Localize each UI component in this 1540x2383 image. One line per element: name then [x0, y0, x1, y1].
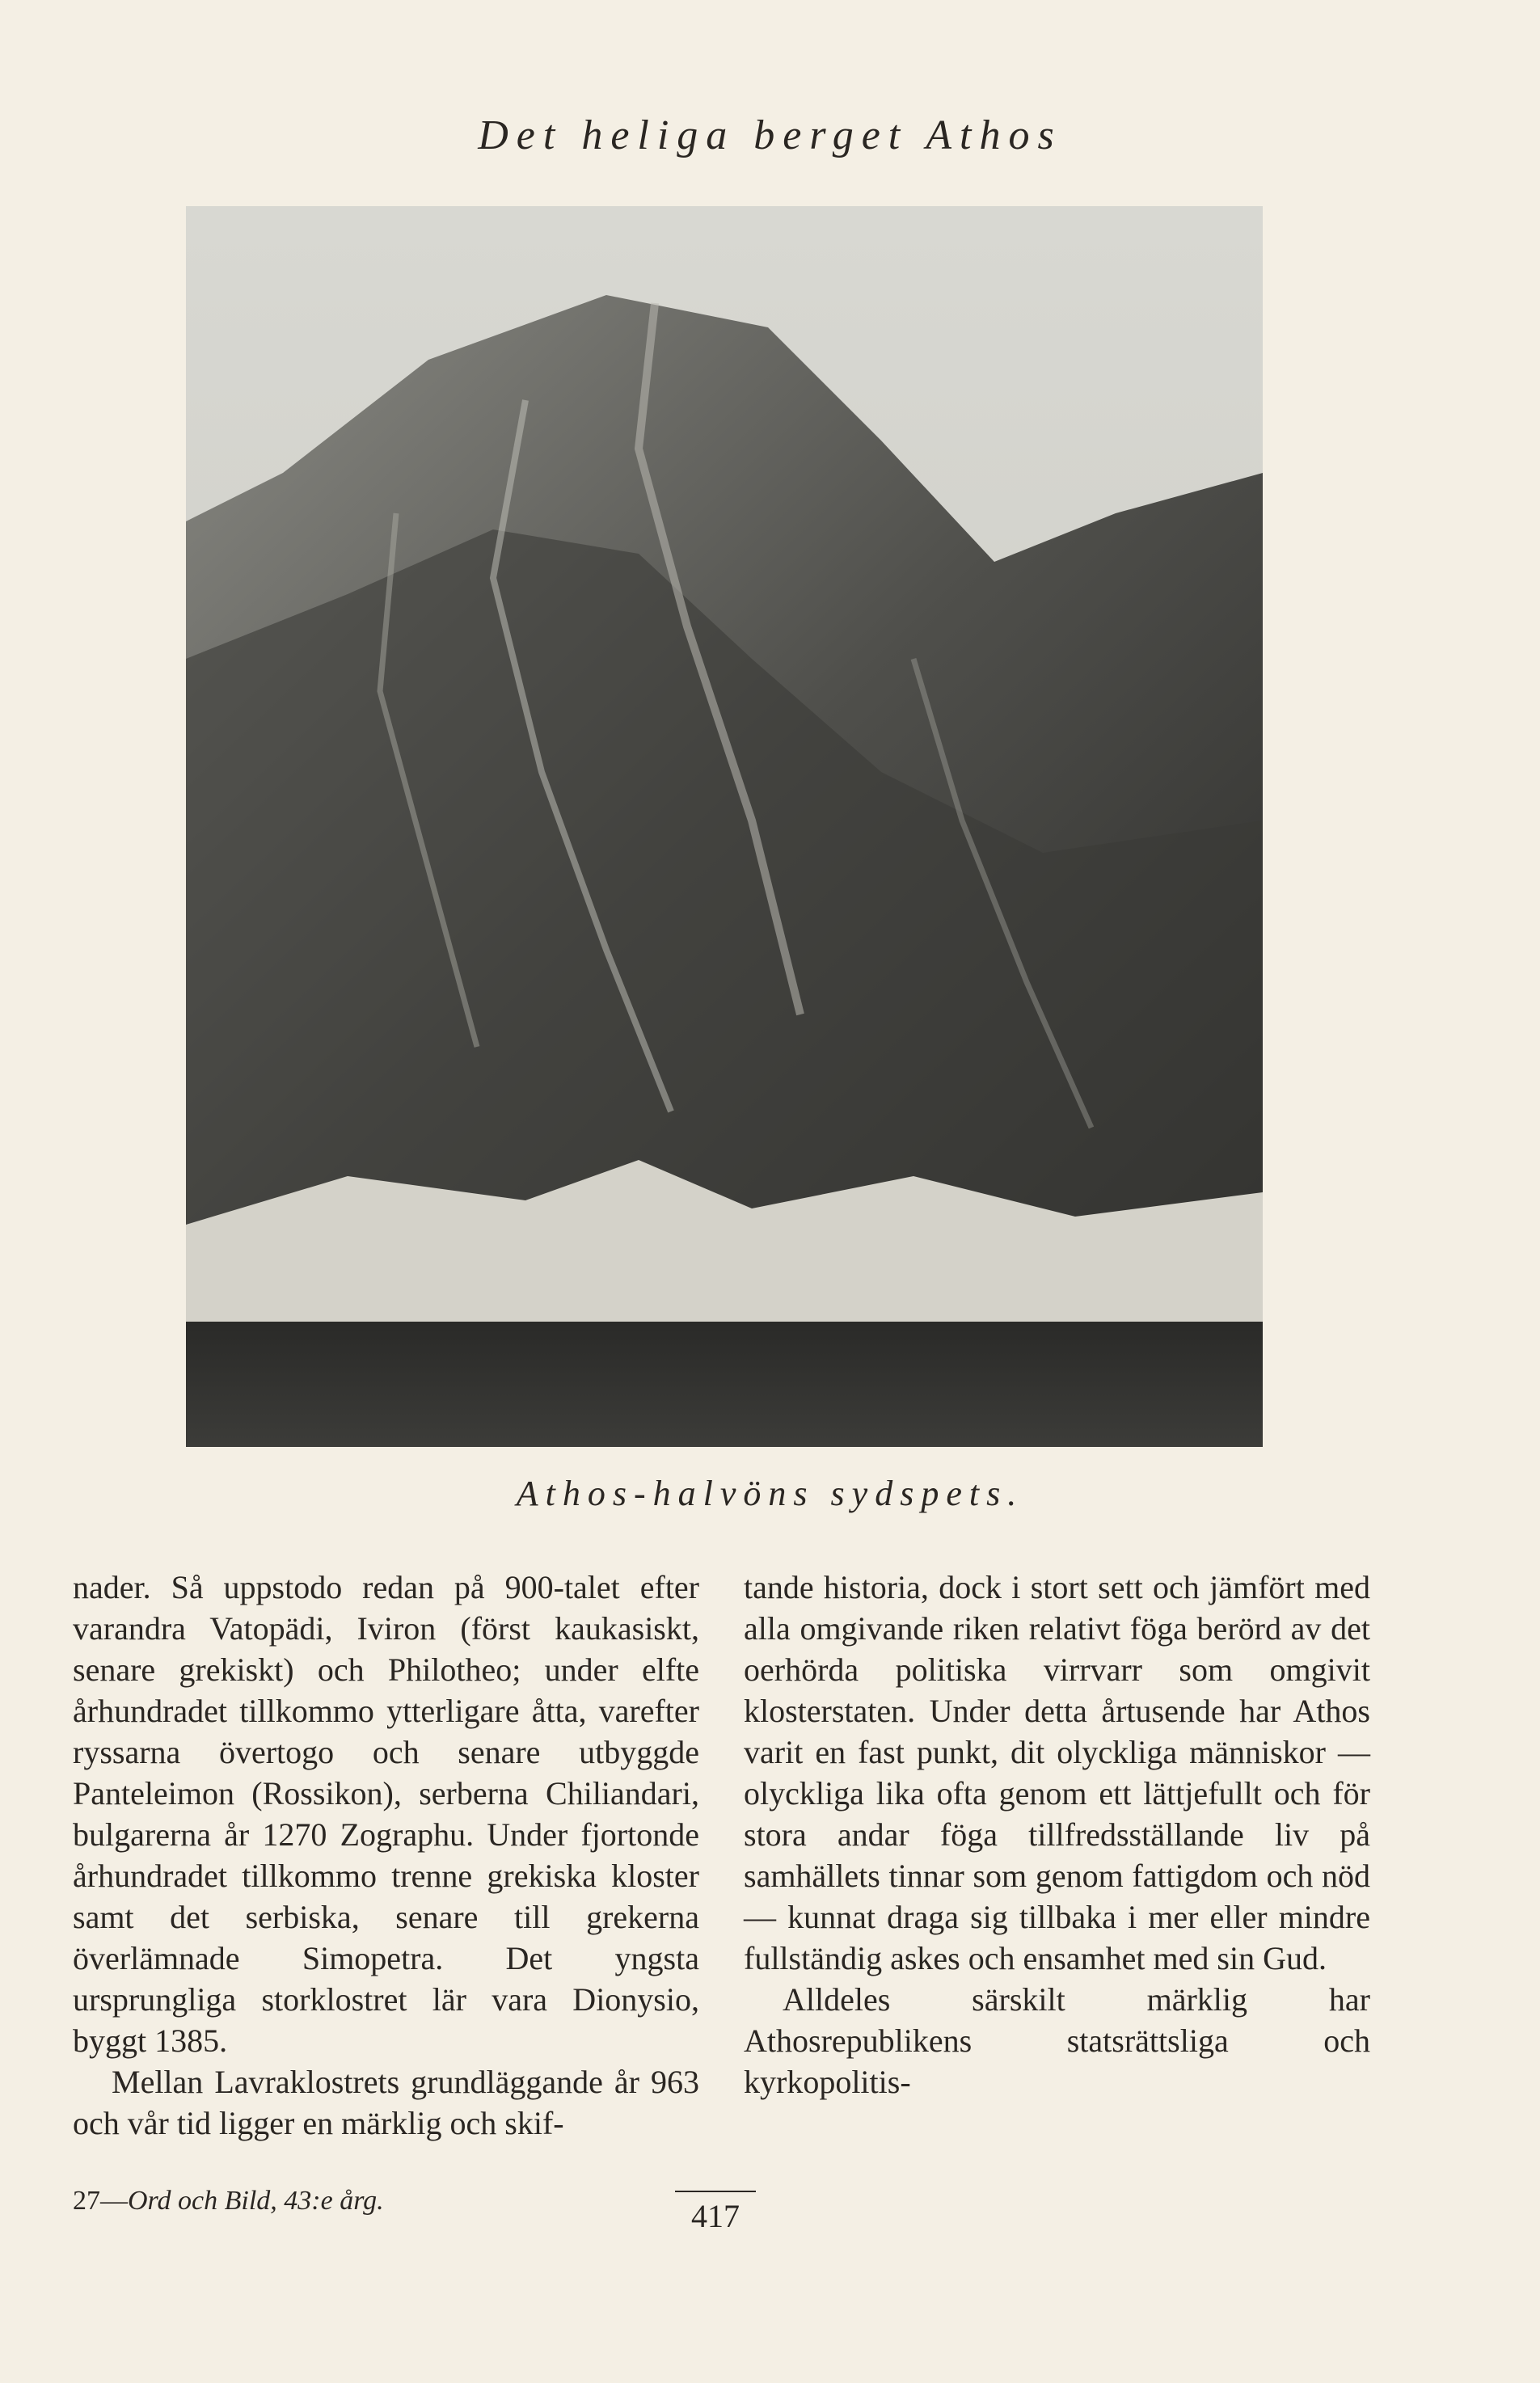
figure-caption: Athos-halvöns sydspets. — [516, 1474, 1024, 1513]
signature-number: 27— — [73, 2186, 128, 2216]
paragraph: Alldeles särskilt märklig har Athosrepublikens statsrättsliga och kyrkopolitis- — [744, 1981, 1370, 2100]
text-column-left — [73, 1567, 699, 2144]
page-number: 417 — [675, 2191, 756, 2235]
printer-signature — [73, 2186, 384, 2216]
signature-title: Ord och Bild, 43:e årg. — [128, 2186, 384, 2216]
mountain-photograph — [186, 206, 1263, 1447]
paragraph: Mellan Lavraklostrets grundläggande år 963 och vår tid ligger en märklig och skif- — [73, 2064, 699, 2141]
text-column-right — [744, 1567, 1370, 2103]
photograph-image — [186, 206, 1263, 1447]
running-head: Det heliga berget Athos — [478, 112, 1062, 158]
paragraph: nader. Så uppstodo redan på 900-talet efter varandra Vatopädi, Iviron (först kaukasiskt, senare grekiskt) och Philotheo; under elfte århundradet tillkommo ytterligare åtta, varefter ryssarna övertogo och senare utbyggde Panteleimon (Rossikon), serberna Chiliandari, bulgarerna år 1270 Zographu. Under fjortonde århundradet tillkommo trenne grekiska kloster samt det serbiska, senare till grekerna överlämnade Simopetra. Det yngsta ursprungliga storklostret lär vara Dionysio, byggt 1385. — [73, 1569, 699, 2059]
paragraph: tande historia, dock i stort sett och jämfört med alla omgivande riken relativt föga berörd av det oerhörda politiska virrvarr som omgivit klosterstaten. Under detta årtusende har Athos varit en fast punkt, dit olyckliga människor — olyckliga lika ofta genom ett lättjefullt och för stora andar föga tillfredsställande liv på samhällets tinnar som genom fattigdom och nöd — kunnat draga sig tillbaka i mer eller mindre fullständig askes och ensamhet med sin Gud. — [744, 1569, 1370, 1976]
